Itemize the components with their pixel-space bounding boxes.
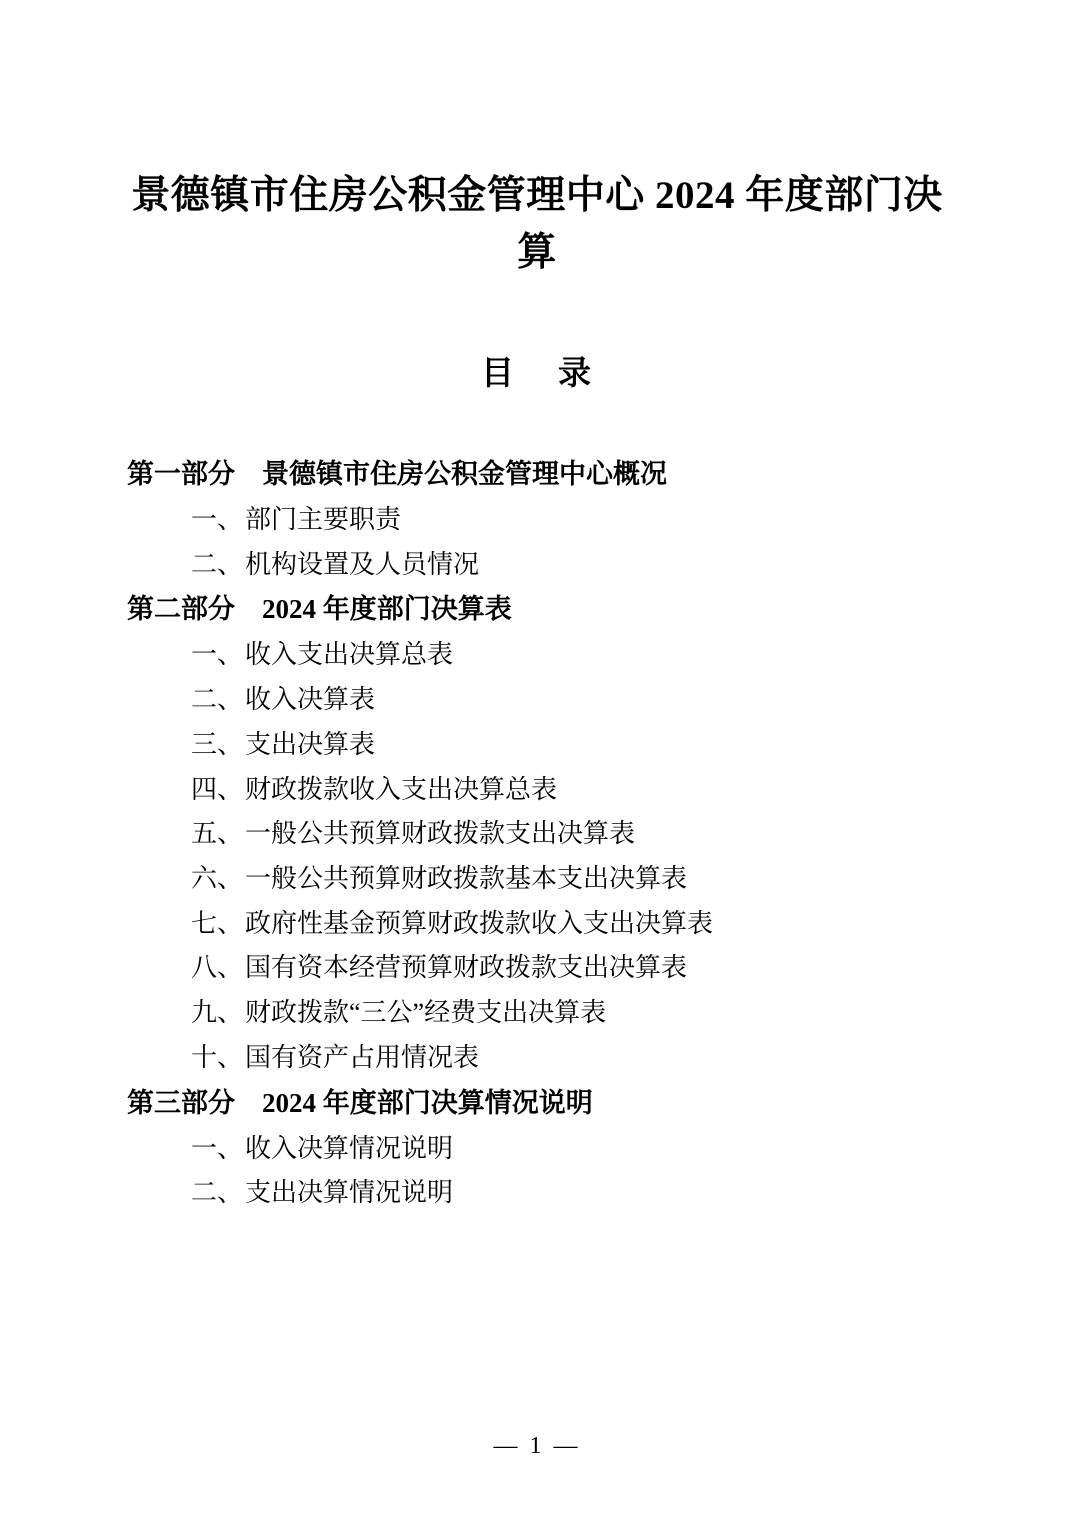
toc-item-label: 一般公共预算财政拨款基本支出决算表 (245, 864, 688, 893)
table-of-contents (95, 394, 979, 1209)
toc-item[interactable] (95, 684, 979, 716)
toc-item[interactable] (95, 908, 979, 940)
toc-item-number: 七、 (191, 908, 244, 938)
toc-item[interactable] (95, 952, 979, 984)
toc-part-label: 第二部分 2024 年度部门决算表 (127, 594, 512, 625)
toc-item-label: 国有资本经营预算财政拨款支出决算表 (245, 953, 688, 983)
toc-item[interactable] (95, 1177, 979, 1209)
toc-item-label: 收入决算情况说明 (245, 1133, 454, 1163)
toc-item[interactable] (95, 774, 979, 806)
toc-item-number: 八、 (191, 953, 244, 983)
toc-item-number: 十、 (191, 1042, 244, 1072)
toc-part-heading[interactable] (95, 593, 979, 626)
toc-item-label: 财政拨款收入支出决算总表 (245, 774, 558, 804)
page-number: — 1 — (493, 1433, 581, 1459)
toc-item-number: 五、 (191, 819, 244, 849)
toc-item-number: 六、 (191, 864, 244, 893)
toc-item-label: 收入决算表 (245, 685, 376, 715)
toc-item-label: 一般公共预算财政拨款支出决算表 (245, 819, 636, 849)
toc-part-heading[interactable] (95, 1087, 979, 1120)
toc-item-label: 机构设置及人员情况 (245, 549, 480, 579)
toc-item-number: 三、 (191, 729, 244, 759)
toc-part-heading[interactable] (95, 458, 979, 491)
toc-item-number: 二、 (191, 1178, 244, 1208)
toc-heading-right: 录 (558, 356, 593, 393)
toc-item-label: 政府性基金预算财政拨款收入支出决算表 (245, 908, 714, 938)
toc-heading (95, 281, 979, 394)
page-title: 景德镇市住房公积金管理中心 2024 年度部门决算 (131, 174, 943, 274)
toc-item[interactable] (95, 504, 979, 536)
toc-item-number: 二、 (191, 549, 244, 579)
toc-item-label: 部门主要职责 (245, 505, 402, 535)
toc-item[interactable] (95, 729, 979, 761)
toc-item[interactable] (95, 863, 979, 895)
toc-item-label: 支出决算情况说明 (245, 1178, 454, 1208)
toc-item-label: 支出决算表 (245, 729, 376, 759)
toc-item[interactable] (95, 818, 979, 850)
toc-item-number: 一、 (191, 640, 244, 670)
toc-item-label: 财政拨款“三公”经费支出决算表 (245, 998, 607, 1028)
toc-item-number: 一、 (191, 505, 244, 535)
toc-part-label: 第一部分 景德镇市住房公积金管理中心概况 (127, 459, 667, 490)
toc-item-number: 一、 (191, 1133, 244, 1163)
toc-part-label: 第三部分 2024 年度部门决算情况说明 (127, 1087, 593, 1118)
toc-item-label: 国有资产占用情况表 (245, 1042, 480, 1072)
toc-item[interactable] (95, 997, 979, 1029)
toc-item-number: 二、 (191, 685, 244, 715)
toc-item[interactable] (95, 639, 979, 671)
toc-item[interactable] (95, 549, 979, 581)
toc-item-label: 收入支出决算总表 (245, 640, 454, 670)
toc-item[interactable] (95, 1042, 979, 1074)
toc-heading-left: 目 (481, 356, 516, 393)
toc-item-number: 四、 (191, 774, 244, 804)
toc-item[interactable] (95, 1133, 979, 1165)
toc-item-number: 九、 (191, 998, 244, 1028)
